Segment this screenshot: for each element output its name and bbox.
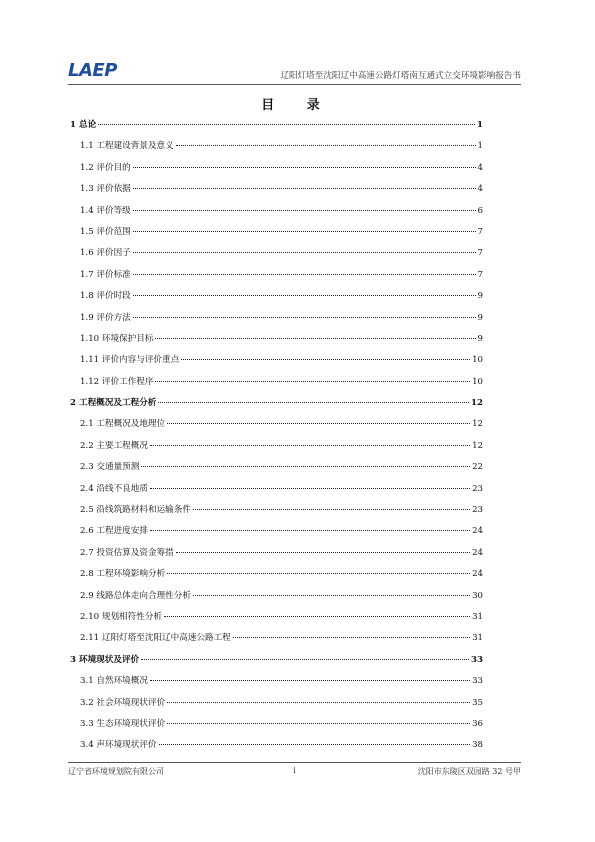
toc-entry[interactable] (70, 503, 483, 524)
toc-dot-leader (133, 210, 476, 211)
toc-entry-page: 12 (472, 419, 483, 430)
toc-dot-leader (159, 744, 471, 745)
toc-entry[interactable] (70, 289, 483, 310)
toc-dot-leader (233, 637, 470, 638)
toc-entry-label: 2.3 交通量预测 (80, 462, 140, 473)
toc-entry-page: 33 (472, 676, 483, 687)
toc-dot-leader (176, 552, 470, 553)
toc-entry-label: 2.9 线路总体走向合理性分析 (80, 590, 191, 601)
toc-dot-leader (167, 723, 470, 724)
table-of-contents (70, 118, 483, 760)
toc-entry-page: 38 (472, 740, 483, 751)
toc-entry[interactable] (70, 182, 483, 203)
toc-entry-page: 1 (477, 120, 483, 130)
toc-entry[interactable] (70, 482, 483, 503)
toc-entry-page: 6 (477, 205, 483, 216)
toc-entry-page: 10 (472, 355, 483, 366)
toc-entry[interactable] (70, 246, 483, 267)
toc-dot-leader (133, 274, 476, 275)
toc-entry-page: 9 (477, 291, 483, 302)
toc-entry-label: 1.12 评价工作程序 (80, 376, 154, 387)
toc-dot-leader (158, 402, 469, 403)
toc-entry-label: 1.2 评价目的 (80, 162, 131, 173)
toc-entry-label: 2.8 工程环境影响分析 (80, 569, 166, 580)
footer-address: 沈阳市东陵区双园路 32 号甲 (417, 767, 521, 776)
toc-entry-label: 3.1 自然环境概况 (80, 676, 148, 687)
toc-dot-leader (133, 231, 476, 232)
footer-divider (68, 762, 521, 763)
toc-entry-page: 4 (477, 184, 483, 195)
document-title: 辽阳灯塔至沈阳辽中高速公路灯塔南互通式立交环境影响报告书 (280, 71, 521, 81)
toc-entry[interactable] (70, 332, 483, 353)
toc-dot-leader (133, 188, 476, 189)
toc-entry[interactable] (70, 204, 483, 225)
toc-entry[interactable] (70, 717, 483, 738)
toc-entry[interactable] (70, 738, 483, 759)
toc-entry[interactable] (70, 161, 483, 182)
toc-entry-page: 23 (472, 483, 483, 494)
toc-entry-page: 1 (477, 141, 483, 152)
toc-entry-page: 12 (471, 398, 483, 409)
toc-entry-page: 9 (477, 312, 483, 323)
toc-entry-page: 12 (472, 440, 483, 451)
toc-entry-label: 1.1 工程建设背景及意义 (80, 141, 174, 152)
toc-entry-label: 1 总论 (70, 120, 97, 130)
toc-entry-label: 2.11 辽阳灯塔至沈阳辽中高速公路工程 (80, 633, 231, 644)
toc-entry-label: 1.5 评价范围 (80, 226, 131, 237)
toc-entry[interactable] (70, 696, 483, 717)
toc-entry[interactable] (70, 225, 483, 246)
page-header (68, 60, 521, 84)
toc-entry-label: 2.6 工程进度安排 (80, 526, 148, 537)
toc-entry-label: 3.3 生态环境现状评价 (80, 718, 166, 729)
toc-entry[interactable] (70, 653, 483, 674)
toc-entry-page: 35 (472, 697, 483, 708)
toc-dot-leader (176, 145, 476, 146)
toc-dot-leader (133, 317, 476, 318)
toc-dot-leader (164, 616, 470, 617)
toc-entry-page: 22 (472, 462, 483, 473)
toc-entry[interactable] (70, 311, 483, 332)
toc-entry-page: 24 (472, 569, 483, 580)
toc-entry-label: 2.5 沿线筑路材料和运输条件 (80, 505, 191, 516)
toc-entry-label: 2.4 沿线不良地质 (80, 483, 148, 494)
toc-entry-page: 31 (472, 611, 483, 622)
toc-entry[interactable] (70, 375, 483, 396)
toc-entry-label: 2.2 主要工程概况 (80, 440, 148, 451)
toc-entry[interactable] (70, 460, 483, 481)
toc-entry[interactable] (70, 546, 483, 567)
toc-dot-leader (150, 488, 470, 489)
toc-entry[interactable] (70, 396, 483, 417)
toc-dot-leader (167, 423, 470, 424)
toc-dot-leader (167, 702, 470, 703)
toc-entry[interactable] (70, 567, 483, 588)
toc-dot-leader (141, 466, 470, 467)
toc-entry-page: 7 (477, 226, 483, 237)
page-footer (68, 766, 521, 780)
toc-entry-label: 1.9 评价方法 (80, 312, 131, 323)
toc-entry-page: 7 (477, 248, 483, 259)
toc-dot-leader (181, 359, 470, 360)
toc-dot-leader (133, 252, 476, 253)
toc-heading: 目 录 (261, 98, 334, 113)
toc-dot-leader (150, 445, 470, 446)
toc-dot-leader (155, 381, 470, 382)
company-logo: LAEP (68, 60, 117, 81)
toc-dot-leader (133, 295, 476, 296)
toc-entry-label: 2.10 规划相符性分析 (80, 611, 163, 622)
header-divider (68, 84, 521, 85)
toc-entry-page: 4 (477, 162, 483, 173)
toc-entry[interactable] (70, 674, 483, 695)
footer-company: 辽宁省环境规划院有限公司 (68, 767, 164, 776)
toc-entry-page: 30 (472, 590, 483, 601)
toc-dot-leader (133, 167, 476, 168)
toc-dot-leader (150, 680, 470, 681)
toc-dot-leader (98, 124, 475, 125)
toc-entry-label: 1.6 评价因子 (80, 248, 131, 259)
toc-entry-label: 1.11 评价内容与评价重点 (80, 355, 180, 366)
toc-entry-label: 1.8 评价时段 (80, 291, 131, 302)
toc-entry[interactable] (70, 118, 483, 139)
toc-entry-label: 2.1 工程概况及地理位 (80, 419, 166, 430)
toc-entry[interactable] (70, 610, 483, 631)
toc-entry-page: 23 (472, 505, 483, 516)
toc-entry-label: 3.2 社会环境现状评价 (80, 697, 166, 708)
toc-entry-label: 2 工程概况及工程分析 (70, 398, 157, 409)
toc-dot-leader (155, 338, 475, 339)
toc-entry-page: 24 (472, 547, 483, 558)
toc-entry-label: 1.4 评价等级 (80, 205, 131, 216)
toc-entry-page: 24 (472, 526, 483, 537)
toc-dot-leader (150, 530, 470, 531)
toc-entry-page: 7 (477, 269, 483, 280)
toc-entry-label: 2.7 投资估算及资金筹措 (80, 547, 174, 558)
toc-entry-page: 33 (471, 654, 483, 665)
toc-entry[interactable] (70, 631, 483, 652)
toc-entry-page: 9 (477, 333, 483, 344)
toc-dot-leader (193, 509, 470, 510)
toc-entry-page: 10 (472, 376, 483, 387)
toc-entry-page: 31 (472, 633, 483, 644)
toc-entry[interactable] (70, 589, 483, 610)
toc-dot-leader (167, 573, 470, 574)
toc-entry-label: 1.7 评价标准 (80, 269, 131, 280)
toc-dot-leader (141, 659, 469, 660)
toc-entry-label: 1.10 环境保护目标 (80, 333, 154, 344)
toc-dot-leader (193, 595, 470, 596)
toc-entry-page: 36 (472, 718, 483, 729)
toc-entry-label: 1.3 评价依据 (80, 184, 131, 195)
toc-entry[interactable] (70, 524, 483, 545)
toc-entry[interactable] (70, 268, 483, 289)
page-number: i (293, 766, 296, 775)
toc-entry[interactable] (70, 417, 483, 438)
toc-entry[interactable] (70, 139, 483, 160)
toc-entry[interactable] (70, 353, 483, 374)
toc-entry-label: 3 环境现状及评价 (70, 654, 140, 665)
toc-entry-label: 3.4 声环境现状评价 (80, 740, 157, 751)
toc-entry[interactable] (70, 439, 483, 460)
